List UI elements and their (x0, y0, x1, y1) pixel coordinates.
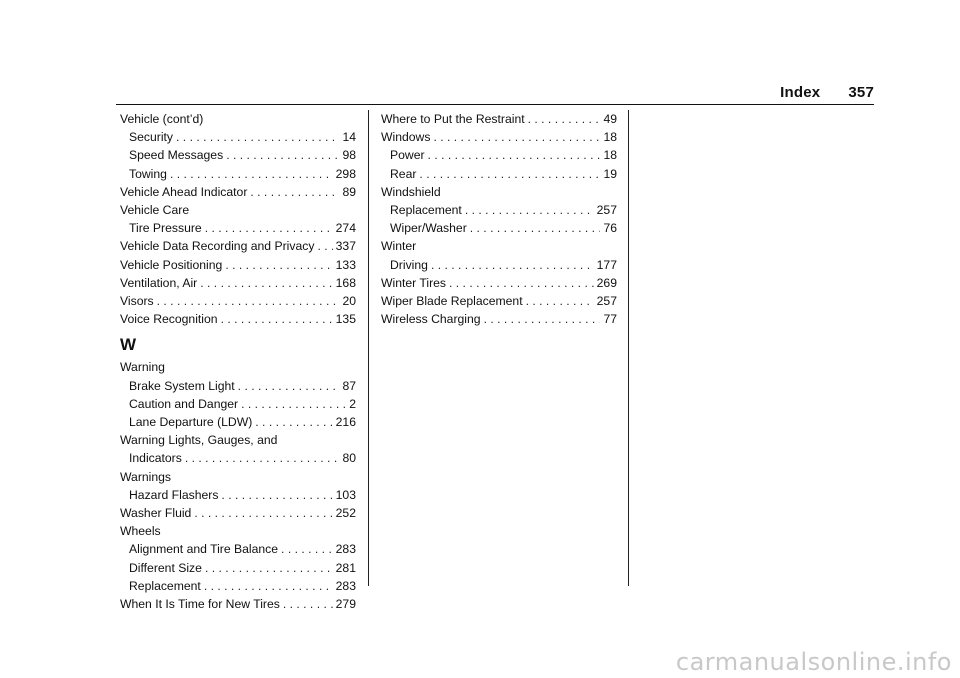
dot-leader (225, 256, 332, 274)
entry-label: Vehicle Positioning (120, 257, 223, 272)
entry-page-number: 298 (335, 166, 356, 181)
index-entry (120, 237, 356, 255)
index-heading: Warning (120, 360, 165, 375)
entry-label: Ventilation, Air (120, 275, 198, 290)
dot-leader (157, 292, 340, 310)
entry-label: Replacement (129, 578, 201, 593)
entry-label: Wiper Blade Replacement (381, 294, 523, 309)
index-subentry (120, 449, 356, 467)
dot-leader (465, 201, 594, 219)
index-entry (120, 504, 356, 522)
entry-page-number: 89 (342, 184, 356, 199)
entry-page-number: 279 (335, 597, 356, 612)
entry-page-number: 257 (596, 294, 617, 309)
index-subentry (120, 559, 356, 577)
index-subentry (120, 395, 356, 413)
index-entry (381, 274, 617, 292)
entry-page-number: 177 (596, 257, 617, 272)
entry-label: Lane Departure (LDW) (129, 415, 253, 430)
index-entry (120, 183, 356, 201)
entry-label: Indicators (129, 451, 182, 466)
entry-label: When It Is Time for New Tires (120, 597, 280, 612)
dot-leader (433, 128, 600, 146)
entry-page-number: 283 (335, 578, 356, 593)
entry-page-number: 98 (342, 148, 356, 163)
dot-leader (200, 274, 332, 292)
entry-label: Hazard Flashers (129, 487, 219, 502)
index-subentry (381, 219, 617, 237)
entry-page-number: 19 (603, 166, 617, 181)
entry-page-number: 252 (335, 506, 356, 521)
index-entry (120, 292, 356, 310)
dot-leader (255, 413, 332, 431)
entry-label: Voice Recognition (120, 312, 218, 327)
entry-label: Speed Messages (129, 148, 224, 163)
page-header (780, 84, 874, 102)
dot-leader (226, 146, 339, 164)
index-column-1 (120, 110, 356, 613)
dot-leader (283, 595, 333, 613)
entry-page-number: 80 (342, 451, 356, 466)
index-entry (120, 274, 356, 292)
dot-leader (204, 577, 333, 595)
entry-label: Driving (390, 257, 428, 272)
section-title: Index (780, 84, 821, 101)
entry-page-number: 168 (335, 275, 356, 290)
index-subentry (381, 146, 617, 164)
index-subentry (120, 540, 356, 558)
entry-label: Windows (381, 130, 431, 145)
index-subentry (381, 201, 617, 219)
index-entry (120, 256, 356, 274)
entry-page-number: 20 (342, 294, 356, 309)
dot-leader (431, 256, 594, 274)
index-heading: Vehicle Care (120, 203, 190, 218)
index-entry (381, 128, 617, 146)
entry-page-number: 257 (596, 203, 617, 218)
index-subentry (120, 128, 356, 146)
index-subentry (120, 377, 356, 395)
entry-page-number: 49 (603, 112, 617, 126)
index-heading: Winter (381, 239, 417, 254)
header-divider (116, 104, 874, 105)
dot-leader (205, 559, 333, 577)
entry-label: Tire Pressure (129, 221, 202, 236)
watermark: carmanualsonline.info (675, 648, 952, 676)
dot-leader (205, 219, 333, 237)
dot-leader (428, 146, 601, 164)
entry-page-number: 135 (335, 312, 356, 327)
index-entry (120, 595, 356, 613)
column-divider (628, 110, 629, 586)
dot-leader (526, 292, 594, 310)
dot-leader (170, 165, 333, 183)
entry-label: Different Size (129, 560, 202, 575)
dot-leader (449, 274, 594, 292)
entry-page-number: 18 (603, 130, 617, 145)
index-column-2 (381, 110, 617, 328)
entry-page-number: 103 (335, 487, 356, 502)
entry-label: Rear (390, 166, 417, 181)
entry-label: Vehicle Data Recording and Privacy (120, 239, 315, 254)
dot-leader (221, 486, 332, 504)
index-entry (381, 292, 617, 310)
entry-page-number: 87 (342, 378, 356, 393)
entry-page-number: 133 (335, 257, 356, 272)
index-subentry (120, 413, 356, 431)
dot-leader (281, 540, 333, 558)
entry-label: Vehicle Ahead Indicator (120, 184, 248, 199)
dot-leader (194, 504, 332, 522)
entry-label: Washer Fluid (120, 506, 192, 521)
entry-page-number: 269 (596, 275, 617, 290)
dot-leader (250, 183, 339, 201)
entry-page-number: 14 (342, 130, 356, 145)
index-subentry (120, 219, 356, 237)
index-heading: Vehicle (cont’d) (120, 112, 204, 126)
index-entry (381, 310, 617, 328)
entry-label: Security (129, 130, 174, 145)
dot-leader (470, 219, 601, 237)
index-subentry (120, 146, 356, 164)
entry-label: Power (390, 148, 425, 163)
index-subentry (120, 165, 356, 183)
index-subentry (120, 577, 356, 595)
entry-label: Towing (129, 166, 167, 181)
index-heading: Windshield (381, 184, 441, 199)
entry-label: Wireless Charging (381, 312, 481, 327)
dot-leader (176, 128, 339, 146)
index-subentry (381, 256, 617, 274)
entry-page-number: 77 (603, 312, 617, 327)
index-heading: Wheels (120, 524, 161, 539)
dot-leader (241, 395, 346, 413)
column-divider (368, 110, 369, 586)
dot-leader (484, 310, 601, 328)
dot-leader (317, 237, 332, 255)
entry-page-number: 18 (603, 148, 617, 163)
entry-page-number: 216 (335, 415, 356, 430)
index-heading: Warning Lights, Gauges, and (120, 433, 278, 448)
index-letter-heading: W (120, 335, 137, 355)
entry-page-number: 283 (335, 542, 356, 557)
entry-label: Winter Tires (381, 275, 447, 290)
dot-leader (419, 165, 600, 183)
entry-page-number: 2 (349, 396, 356, 411)
index-heading: Warnings (120, 469, 172, 484)
entry-label: Caution and Danger (129, 396, 239, 411)
page-number: 357 (848, 84, 874, 101)
dot-leader (528, 110, 601, 128)
entry-page-number: 337 (335, 239, 356, 254)
dot-leader (221, 310, 333, 328)
entry-label: Replacement (390, 203, 462, 218)
entry-label: Wiper/Washer (390, 221, 467, 236)
entry-page-number: 274 (335, 221, 356, 236)
entry-label: Alignment and Tire Balance (129, 542, 279, 557)
index-subentry (381, 165, 617, 183)
entry-page-number: 281 (335, 560, 356, 575)
index-entry (120, 310, 356, 328)
entry-page-number: 76 (603, 221, 617, 236)
entry-label: Visors (120, 294, 154, 309)
entry-label: Brake System Light (129, 378, 235, 393)
dot-leader (185, 449, 340, 467)
entry-label: Where to Put the Restraint (381, 112, 525, 126)
index-entry (381, 110, 617, 128)
dot-leader (238, 377, 340, 395)
index-subentry (120, 486, 356, 504)
